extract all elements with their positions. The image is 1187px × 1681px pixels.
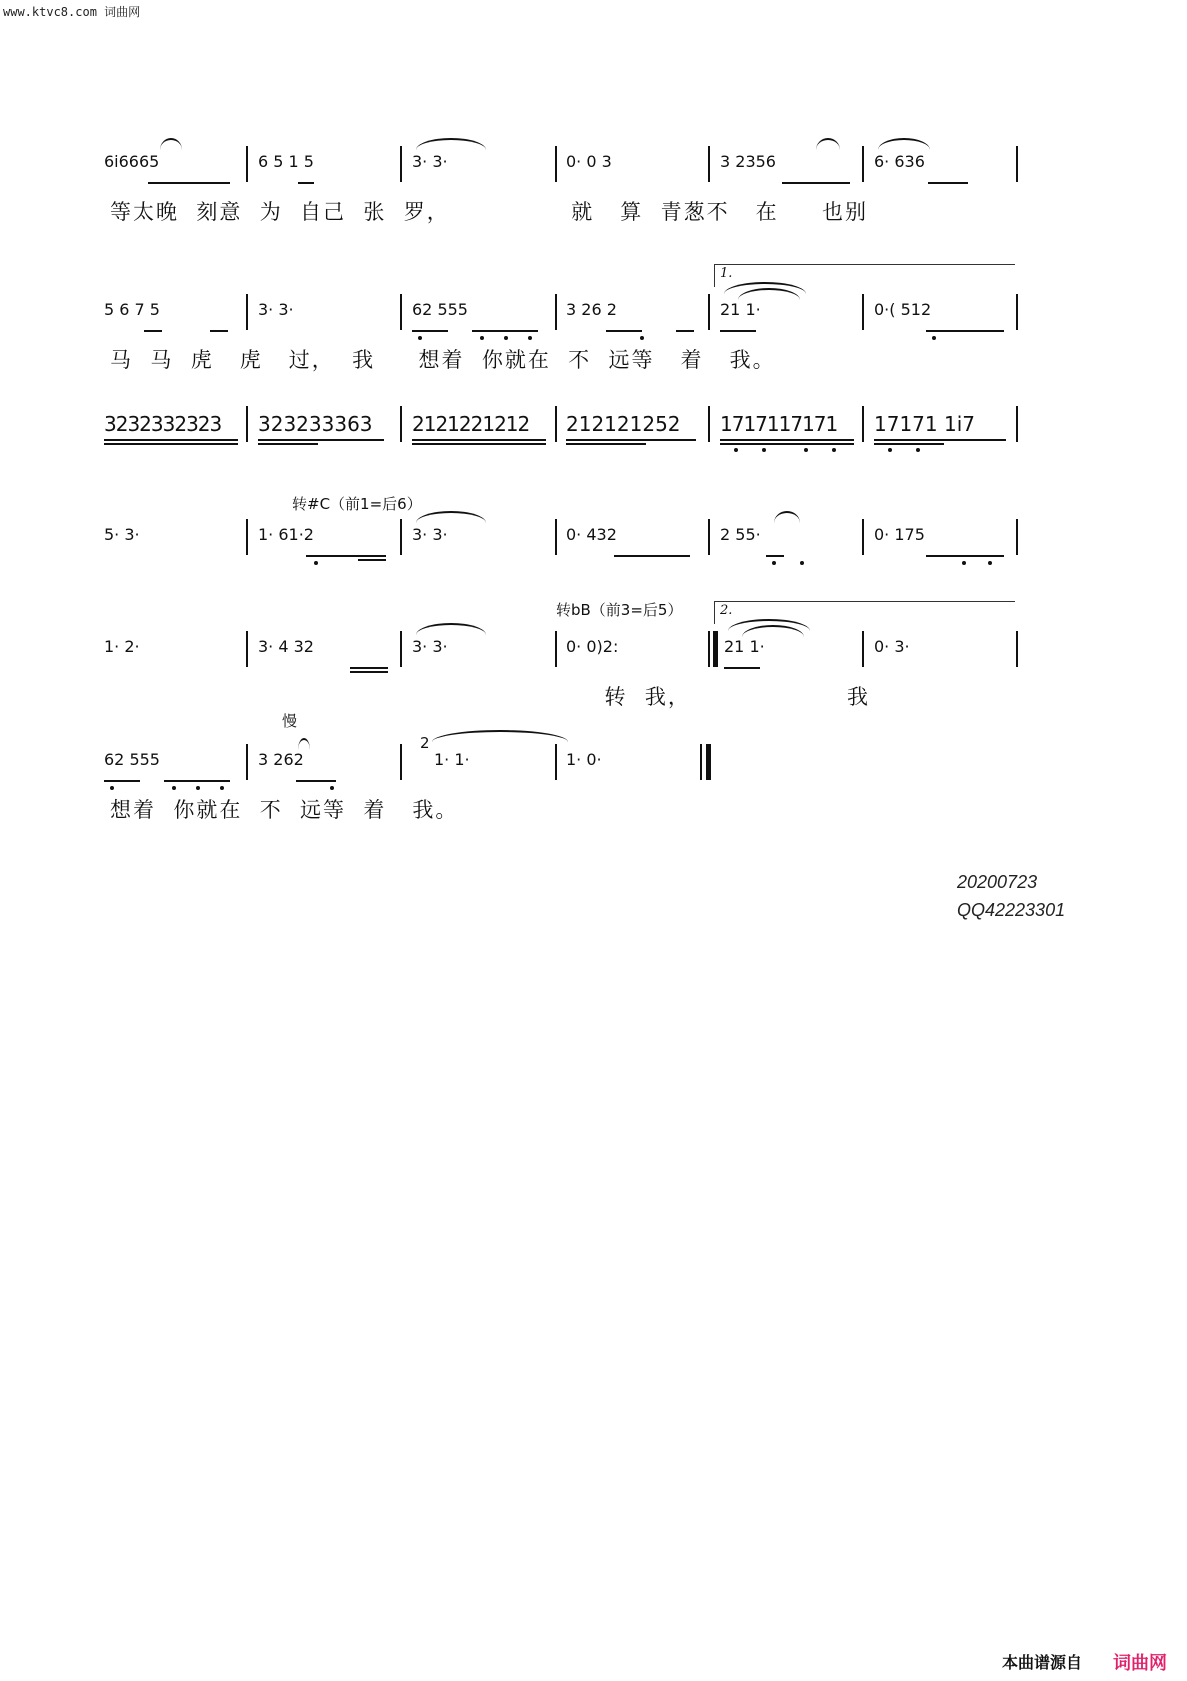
measure-5: 1717117171	[720, 412, 838, 436]
octave-dot	[640, 336, 644, 340]
barline	[400, 631, 402, 667]
barline	[862, 631, 864, 667]
fermata	[298, 738, 310, 750]
volta-bracket-2: 2.	[714, 601, 1015, 624]
measure-2: 1· 61·2	[258, 525, 314, 544]
underline	[258, 443, 318, 445]
tempo-marking: 慢	[282, 712, 298, 730]
barline	[1016, 406, 1018, 442]
barline	[708, 519, 710, 555]
barline	[555, 631, 557, 667]
octave-dot	[962, 561, 966, 565]
notes-row	[104, 152, 1100, 186]
measure-4: 3 26 2	[566, 300, 617, 319]
repeat-barline-thick	[713, 631, 718, 667]
measure-1: 5 6 7 5	[104, 300, 160, 319]
underline	[566, 439, 696, 441]
measure-4: 1· 0·	[566, 750, 602, 769]
barline	[555, 146, 557, 182]
underline	[104, 439, 238, 441]
octave-dot	[734, 448, 738, 452]
underline	[724, 667, 760, 669]
barline	[555, 294, 557, 330]
underline	[412, 439, 546, 441]
lyrics-line: 马 马 虎 虎 过， 我 想着 你就在 不 远等 着 我。	[110, 348, 776, 372]
signature-date: 20200723	[957, 872, 1038, 892]
octave-dot	[832, 448, 836, 452]
measure-3: 2121221212	[412, 412, 530, 436]
underline	[306, 555, 386, 557]
octave-dot	[772, 561, 776, 565]
barline	[862, 519, 864, 555]
barline	[1016, 146, 1018, 182]
site-header[interactable]: www.ktvc8.com 词曲网	[3, 5, 141, 19]
measure-5: 3 2356	[720, 152, 776, 171]
underline	[296, 780, 336, 782]
underline	[472, 330, 538, 332]
underline	[782, 182, 850, 184]
barline	[246, 146, 248, 182]
octave-dot	[528, 336, 532, 340]
repeat-barline	[708, 631, 710, 667]
barline	[246, 406, 248, 442]
underline	[720, 330, 756, 332]
barline	[708, 406, 710, 442]
octave-dot	[196, 786, 200, 790]
octave-dot	[480, 336, 484, 340]
barline	[400, 294, 402, 330]
measure-1: 62 555	[104, 750, 160, 769]
barline	[400, 406, 402, 442]
measure-6: 0· 175	[874, 525, 925, 544]
measure-1: 6i6665	[104, 152, 160, 171]
time-signature: 2	[420, 734, 430, 752]
octave-dot	[418, 336, 422, 340]
barline	[1016, 294, 1018, 330]
measure-6: 17171 1i7	[874, 412, 975, 436]
octave-dot	[762, 448, 766, 452]
lyrics-line: 等太晚 刻意 为 自己 张 罗， 就 算 青葱不 在 也别	[110, 200, 868, 224]
barline	[708, 294, 710, 330]
barline	[246, 294, 248, 330]
underline	[766, 555, 784, 557]
octave-dot	[314, 561, 318, 565]
underline	[720, 443, 854, 445]
barline	[708, 146, 710, 182]
slur	[160, 138, 182, 150]
octave-dot	[988, 561, 992, 565]
barline	[862, 294, 864, 330]
measure-3: 3· 3·	[412, 525, 448, 544]
underline	[926, 330, 1004, 332]
barline	[555, 744, 557, 780]
underline	[614, 555, 690, 557]
slur	[416, 511, 486, 523]
underline	[258, 439, 384, 441]
measure-3: 3· 3·	[412, 152, 448, 171]
underline	[720, 439, 854, 441]
octave-dot	[220, 786, 224, 790]
measure-4: 0· 0)2:	[566, 637, 619, 656]
underline	[874, 443, 944, 445]
measure-5: 2 55·	[720, 525, 761, 544]
barline	[400, 519, 402, 555]
measure-6: 0·( 512	[874, 300, 932, 319]
underline	[350, 671, 388, 673]
measure-4: 212121252	[566, 412, 681, 436]
lyrics-line: 想着 你就在 不 远等 着 我。	[110, 798, 459, 822]
slur	[432, 730, 568, 742]
barline	[555, 406, 557, 442]
barline	[246, 631, 248, 667]
octave-dot	[504, 336, 508, 340]
underline	[358, 559, 386, 561]
barline	[400, 744, 402, 780]
measure-2: 3· 3·	[258, 300, 294, 319]
final-barline-thin	[700, 744, 702, 780]
footer-source-label: 本曲谱源自	[1001, 1653, 1082, 1672]
octave-dot	[110, 786, 114, 790]
octave-dot	[172, 786, 176, 790]
slur	[816, 138, 840, 150]
lyrics-line: 转 我， 我	[110, 685, 870, 709]
barline	[1016, 631, 1018, 667]
slur	[774, 511, 800, 523]
underline	[298, 182, 314, 184]
octave-dot	[800, 561, 804, 565]
barline	[862, 146, 864, 182]
measure-4: 0· 0 3	[566, 152, 612, 171]
underline	[412, 443, 546, 445]
measure-3: 62 555	[412, 300, 468, 319]
notes-row	[104, 412, 1100, 446]
measure-6: 6· 636	[874, 152, 925, 171]
underline	[104, 443, 238, 445]
measure-2: 3 262	[258, 750, 304, 769]
measure-6: 0· 3·	[874, 637, 910, 656]
measure-1: 5· 3·	[104, 525, 140, 544]
octave-dot	[804, 448, 808, 452]
measure-3: 1· 1·	[434, 750, 470, 769]
slur	[416, 623, 486, 635]
measure-4: 0· 432	[566, 525, 617, 544]
measure-5: 21 1·	[724, 637, 765, 656]
notes-row	[104, 300, 1100, 334]
underline	[148, 182, 230, 184]
measure-5: 21 1·	[720, 300, 761, 319]
octave-dot	[916, 448, 920, 452]
underline	[144, 330, 162, 332]
underline	[874, 439, 1006, 441]
slur	[878, 138, 930, 150]
footer-brand-logo[interactable]: 词曲网	[1113, 1653, 1167, 1674]
underline	[926, 555, 1004, 557]
octave-dot	[932, 336, 936, 340]
underline	[928, 182, 968, 184]
barline	[246, 519, 248, 555]
barline	[1016, 519, 1018, 555]
slur	[416, 138, 486, 150]
final-barline-thick	[706, 744, 711, 780]
measure-2: 3· 4 32	[258, 637, 314, 656]
measure-2: 323233363	[258, 412, 373, 436]
measure-1: 3232332323	[104, 412, 222, 436]
volta-bracket-1: 1.	[714, 264, 1015, 287]
octave-dot	[330, 786, 334, 790]
key-change-annotation: 转bB（前3=后5）	[556, 601, 683, 619]
underline	[104, 780, 140, 782]
measure-3: 3· 3·	[412, 637, 448, 656]
notes-row	[104, 525, 1100, 559]
octave-dot	[888, 448, 892, 452]
barline	[400, 146, 402, 182]
underline	[676, 330, 694, 332]
barline	[246, 744, 248, 780]
key-change-annotation: 转#C（前1=后6）	[292, 495, 422, 513]
notes-row	[104, 734, 1100, 784]
signature-qq: QQ42223301	[957, 900, 1066, 920]
underline	[164, 780, 230, 782]
underline	[350, 667, 388, 669]
barline	[862, 406, 864, 442]
underline	[566, 443, 646, 445]
underline	[412, 330, 448, 332]
measure-1: 1· 2·	[104, 637, 140, 656]
barline	[555, 519, 557, 555]
underline	[606, 330, 642, 332]
notes-row	[104, 637, 1100, 671]
underline	[210, 330, 228, 332]
measure-2: 6 5 1 5	[258, 152, 314, 171]
